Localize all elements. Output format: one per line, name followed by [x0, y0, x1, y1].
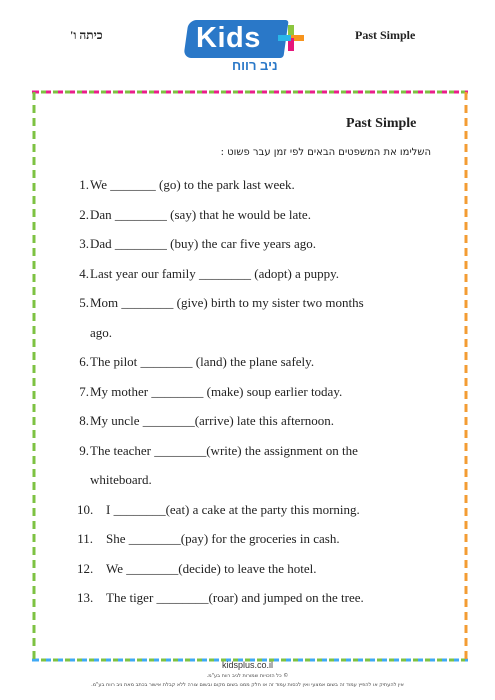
- question-text: I ________(eat) a cake at the party this morning.: [106, 501, 360, 517]
- question-number: 1.: [79, 177, 89, 192]
- question-number: 11.: [77, 531, 93, 546]
- instructions: השלימו את המשפטים הבאים לפי זמן עבר פשוט :: [220, 147, 431, 158]
- question-number: 10.: [77, 501, 94, 517]
- footer-legal: אין להעתיק או להפיץ עמוד זה בשום אמצעי ואין לכסות עמוד זה או חלק ממנו בשום מקום ובשום צורה ללא קבלת אישור בכתב מאת ניב רווח בע"מ.: [91, 682, 404, 688]
- question-number: 7.: [79, 383, 89, 399]
- question-text: We ________(decide) to leave the hotel.: [106, 560, 317, 576]
- class-label: כיתה ו': [70, 28, 103, 42]
- question-text: The pilot ________ (land) the plane safely.: [90, 354, 315, 369]
- worksheet-title: Past Simple: [346, 116, 417, 131]
- question-number: 5.: [79, 295, 89, 310]
- plus-icon: [278, 25, 304, 51]
- kidsplus-logo: [186, 20, 310, 76]
- question-text: The tiger ________(roar) and jumped on the tree.: [106, 590, 364, 605]
- question-text: Last year our family ________ (adopt) a puppy.: [90, 265, 339, 281]
- question-number: 13.: [77, 590, 94, 605]
- logo-brand-text: Kids: [196, 22, 261, 54]
- question-text: Dan ________ (say) that he would be late.: [90, 206, 311, 222]
- question-text: My uncle ________(arrive) late this afternoon.: [90, 413, 335, 428]
- question-text-continued: ago.: [90, 324, 113, 340]
- footer-site: kidsplus.co.il: [221, 660, 274, 670]
- question-number: 9.: [79, 442, 89, 458]
- question-text-continued: whiteboard.: [90, 472, 152, 487]
- question-text: We _______ (go) to the park last week.: [90, 177, 295, 192]
- question-number: 6.: [79, 354, 89, 369]
- footer-copyright: © כל הזכויות שמורות לניב רווח בע"מ.: [206, 673, 289, 679]
- question-text: The teacher ________(write) the assignment on the: [90, 442, 358, 458]
- question-number: 12.: [77, 560, 94, 576]
- question-text: My mother ________ (make) soup earlier today.: [90, 383, 343, 399]
- question-number: 3.: [79, 236, 89, 251]
- question-text: Mom ________ (give) birth to my sister two months: [90, 295, 364, 310]
- question-number: 8.: [79, 413, 89, 428]
- header-topic: Past Simple: [355, 28, 416, 42]
- question-number: 2.: [79, 206, 89, 222]
- question-text: Dad ________ (buy) the car five years ago.: [90, 236, 316, 251]
- question-number: 4.: [79, 265, 89, 281]
- question-text: She ________(pay) for the groceries in cash.: [106, 531, 340, 546]
- logo-subtitle: ניב רווח: [232, 58, 278, 73]
